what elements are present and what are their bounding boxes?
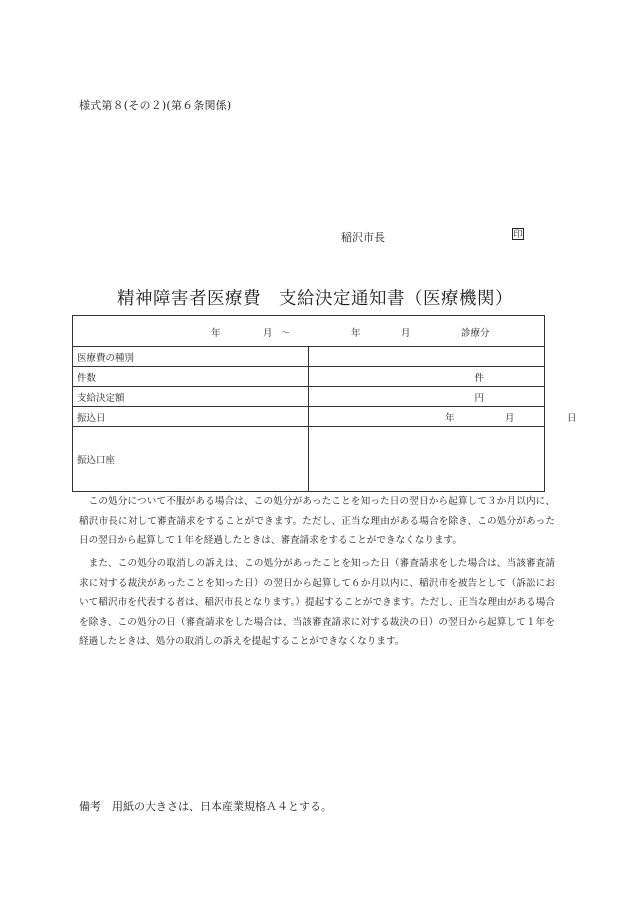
row-label-transfer-date: 振込日: [73, 407, 309, 427]
transfer-year: 年: [445, 413, 455, 424]
period-tilde: ～: [281, 328, 291, 339]
remark: 備考 用紙の大きさは、日本産業規格Ａ４とする。: [79, 800, 332, 813]
notice-paragraph-2: [79, 554, 555, 652]
period-cell: [73, 316, 545, 347]
table-row: [73, 367, 545, 387]
row-value-count: [309, 367, 545, 387]
transfer-day: 日: [567, 413, 577, 424]
row-label-account: 振込口座: [73, 427, 309, 492]
row-value-transfer-date: [309, 407, 577, 427]
lawsuit-notice-text: また、この処分の取消しの訴えは、この処分があったことを知った日（審査請求をした場合は、当該審査請求に対する裁決があったことを知った日）の翌日から起算して６か月以内に、稲沢市を被告として（訴訟において稲沢市を代表する者は、稲沢市長となります。）提起することができます。ただし、正当な理由がある場合を除き、この処分の日（審査請求をした場合は、当該審査請求に対する裁決の日）の翌日から起算して１年を経過したときは、処分の取消しの訴えを提起することができなくなります。: [79, 558, 555, 648]
period-month-start: 月: [263, 328, 273, 339]
notice-paragraph-1: [79, 492, 555, 551]
row-label-type: 医療費の種別: [73, 347, 309, 367]
period-suffix: 診療分: [461, 328, 490, 339]
seal-stamp-icon: 印: [513, 230, 523, 240]
period-month-end: 月: [401, 328, 411, 339]
row-label-count: 件数: [73, 367, 309, 387]
amount-unit: 円: [474, 392, 484, 404]
transfer-month: 月: [505, 413, 515, 424]
period-row: [73, 316, 545, 347]
table-row: [73, 347, 545, 367]
table-row: [73, 407, 545, 427]
count-unit: 件: [474, 372, 484, 384]
table-row: [73, 387, 545, 407]
mayor-label: 稲沢市長: [341, 231, 385, 244]
appeal-notice-text: この処分について不服がある場合は、この処分があったことを知った日の翌日から起算して３か月以内に、稲沢市長に対して審査請求をすることができます。ただし、正当な理由がある場合を除き、この処分があった日の翌日から起算して１年を経過したときは、審査請求をすることができなくなります。: [79, 496, 555, 547]
row-value-amount: [309, 387, 545, 407]
row-label-amount: 支給決定額: [73, 387, 309, 407]
row-value-type: [309, 347, 545, 367]
period-year-end: 年: [351, 328, 361, 339]
row-value-account: [309, 427, 545, 492]
period-year-start: 年: [211, 328, 221, 339]
form-number: 様式第８(その２)(第６条関係): [79, 99, 232, 112]
table-row: [73, 427, 545, 492]
notice-form-table: [72, 315, 577, 492]
document-title: 精神障害者医療費 支給決定通知書（医療機関）: [117, 289, 513, 309]
